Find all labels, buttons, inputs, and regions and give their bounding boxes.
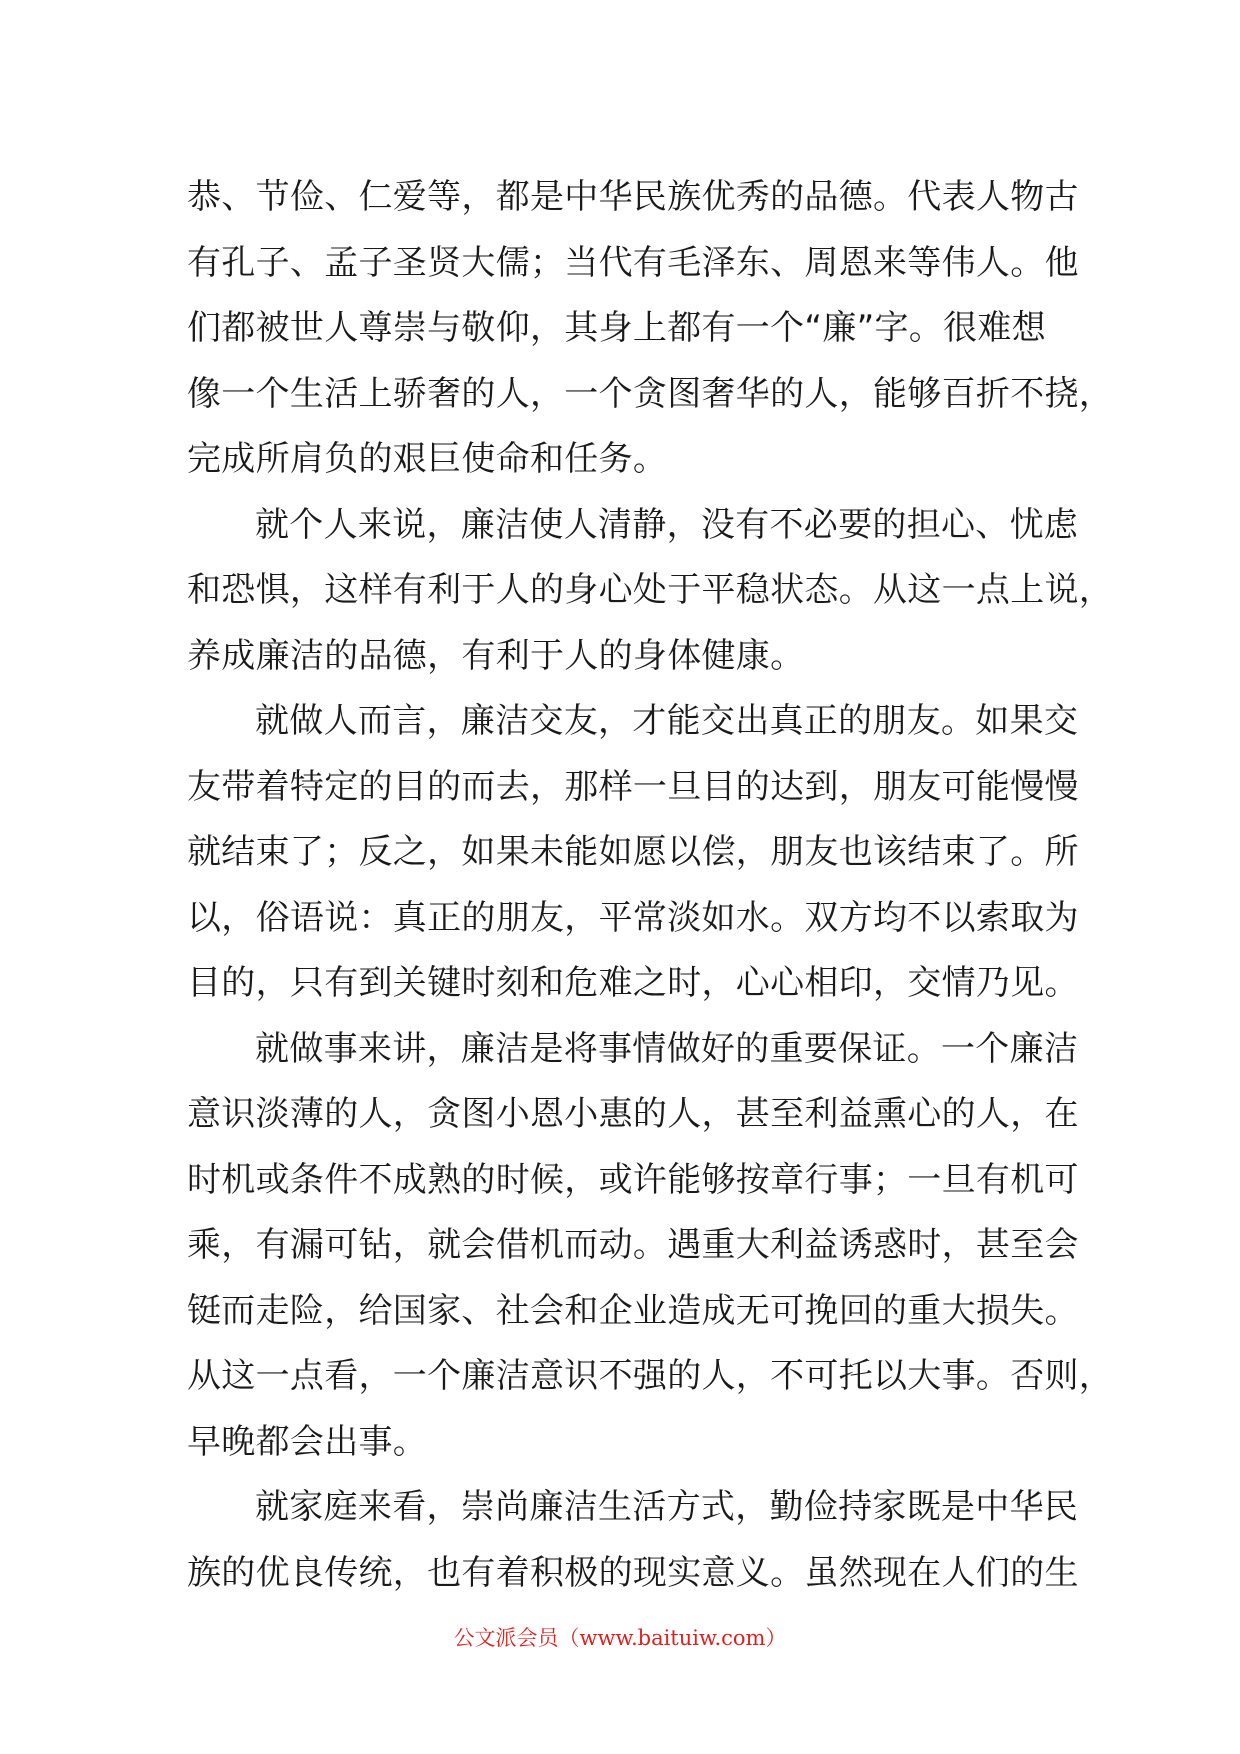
text-line: 就结束了；反之，如果未能如愿以偿，朋友也该结束了。所 (187, 832, 1079, 872)
text-line: 目的，只有到关键时刻和危难之时，心心相印，交情乃见。 (187, 963, 1079, 1003)
text-line: 恭、节俭、仁爱等，都是中华民族优秀的品德。代表人物古 (187, 177, 1079, 217)
footer-watermark: 公文派会员（www.baituiw.com） (453, 1626, 787, 1650)
text-line: 以，俗语说：真正的朋友，平常淡如水。双方均不以索取为 (187, 897, 1079, 938)
text-line: 从这一点看，一个廉洁意识不强的人，不可托以大事。否则， (187, 1356, 1114, 1396)
text-line: 像一个生活上骄奢的人，一个贪图奢华的人，能够百折不挠， (187, 373, 1114, 414)
text-line: 意识淡薄的人，贪图小恩小惠的人，甚至利益熏心的人，在 (187, 1094, 1079, 1134)
text-line: 和恐惧，这样有利于人的身心处于平稳状态。从这一点上说， (187, 570, 1114, 610)
text-line: 有孔子、孟子圣贤大儒；当代有毛泽东、周恩来等伟人。他 (187, 242, 1079, 283)
text-line: 养成廉洁的品德，有利于人的身体健康。 (187, 635, 805, 676)
text-line: 族的优良传统，也有着积极的现实意义。虽然现在人们的生 (187, 1552, 1079, 1593)
text-line: 友带着特定的目的而去，那样一旦目的达到，朋友可能慢慢 (187, 766, 1079, 807)
paragraph-first-line: 就家庭来看，崇尚廉洁生活方式，勤俭持家既是中华民 (255, 1487, 1079, 1527)
text-line: 完成所肩负的艰巨使命和任务。 (187, 439, 668, 479)
paragraph-first-line: 就做事来讲，廉洁是将事情做好的重要保证。一个廉洁 (255, 1028, 1079, 1069)
text-line: 早晚都会出事。 (187, 1421, 428, 1462)
body-text (187, 165, 1114, 1606)
text-line: 乘，有漏可钻，就会借机而动。遇重大利益诱惑时，甚至会 (187, 1225, 1079, 1265)
text-line: 们都被世人尊崇与敬仰，其身上都有一个“廉”字。很难想 (187, 308, 1047, 348)
text-line: 铤而走险，给国家、社会和企业造成无可挽回的重大损失。 (187, 1290, 1079, 1331)
text-line: 时机或条件不成熟的时候，或许能够按章行事；一旦有机可 (187, 1159, 1079, 1200)
paragraph-first-line: 就做人而言，廉洁交友，才能交出真正的朋友。如果交 (255, 701, 1079, 741)
paragraph-first-line: 就个人来说，廉洁使人清静，没有不必要的担心、忧虑 (255, 504, 1079, 545)
